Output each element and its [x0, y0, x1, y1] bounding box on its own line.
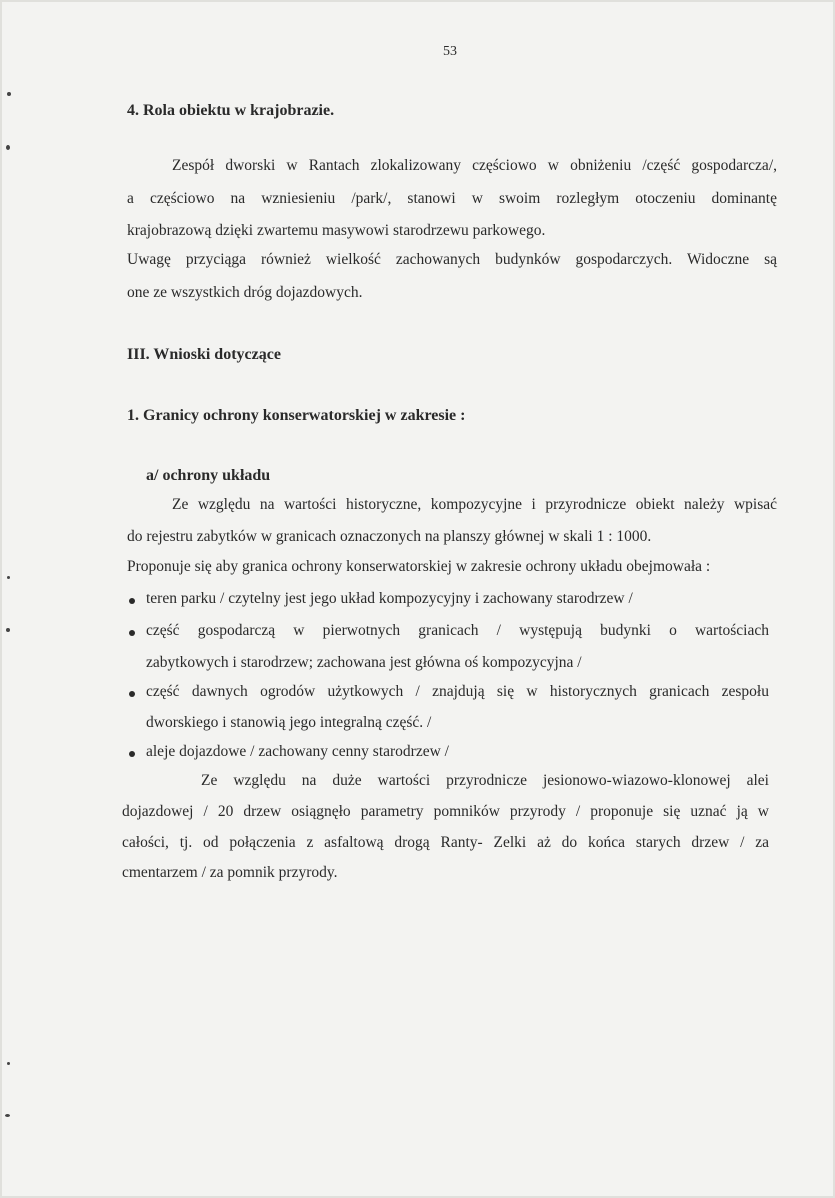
page-number: 53 [443, 44, 457, 59]
scan-speck [7, 576, 10, 579]
bullet-dot [129, 691, 135, 697]
paragraph-3-line-2: do rejestru zabytków w granicach oznaczonych na planszy głównej w skali 1 : 1000. [127, 528, 652, 545]
paragraph-4-line-1: Ze względu na duże wartości przyrodnicze jesionowo-wiazowo-klonowej alei [201, 772, 769, 789]
paragraph-1-line-3: krajobrazową dzięki zwartemu masywowi starodrzewu parkowego. [127, 222, 546, 239]
paragraph-4-line-2: dojazdowej / 20 drzew osiągnęło parametry pomników przyrody / proponuje się uznać ją w [122, 803, 769, 820]
paragraph-4-line-4: cmentarzem / za pomnik przyrody. [122, 864, 338, 881]
bullet-item-2-line-2: zabytkowych i starodrzew; zachowana jest główna oś kompozycyjna / [146, 654, 582, 671]
subsection-heading-a: a/ ochrony układu [146, 467, 271, 484]
bullet-item-3-line-1: część dawnych ogrodów użytkowych / znajdują się w historycznych granicach zespołu [146, 683, 769, 700]
paragraph-3-line-3: Proponuje się aby granica ochrony konserwatorskiej w zakresie ochrony układu obejmowała : [127, 558, 711, 575]
paragraph-4-line-3: całości, tj. od połączenia z asfaltową drogą Ranty- Zelki aż do końca starych drzew / za [122, 834, 769, 851]
bullet-item-1: teren parku / czytelny jest jego układ kompozycyjny i zachowany starodrzew / [146, 590, 633, 607]
bullet-item-3-line-2: dworskiego i stanowią jego integralną część. / [146, 714, 432, 731]
paragraph-3-line-1: Ze względu na wartości historyczne, kompozycyjne i przyrodnicze obiekt należy wpisać [172, 496, 777, 513]
paragraph-1-line-1: Zespół dworski w Rantach zlokalizowany częściowo w obniżeniu /część gospodarcza/, [172, 157, 777, 174]
bullet-dot [129, 598, 135, 604]
scan-speck [6, 145, 10, 150]
section-heading-4: 4. Rola obiektu w krajobrazie. [127, 102, 335, 119]
paragraph-1-line-2: a częściowo na wzniesieniu /park/, stanowi w swoim rozległym otoczeniu dominantę [127, 190, 777, 207]
paragraph-2-line-1: Uwagę przyciąga również wielkość zachowanych budynków gospodarczych. Widoczne są [127, 251, 777, 268]
scan-speck [7, 92, 11, 96]
paragraph-2-line-2: one ze wszystkich dróg dojazdowych. [127, 284, 363, 301]
scan-speck [5, 1114, 10, 1117]
bullet-dot [129, 630, 135, 636]
bullet-item-4: aleje dojazdowe / zachowany cenny starodrzew / [146, 743, 449, 760]
scan-speck [6, 628, 10, 632]
bullet-item-2-line-1: część gospodarczą w pierwotnych granicach / występują budynki o wartościach [146, 622, 769, 639]
scan-speck [7, 1062, 10, 1065]
bullet-dot [129, 751, 135, 757]
section-heading-3: III. Wnioski dotyczące [127, 346, 281, 363]
subsection-heading-1: 1. Granicy ochrony konserwatorskiej w zakresie : [127, 407, 466, 424]
